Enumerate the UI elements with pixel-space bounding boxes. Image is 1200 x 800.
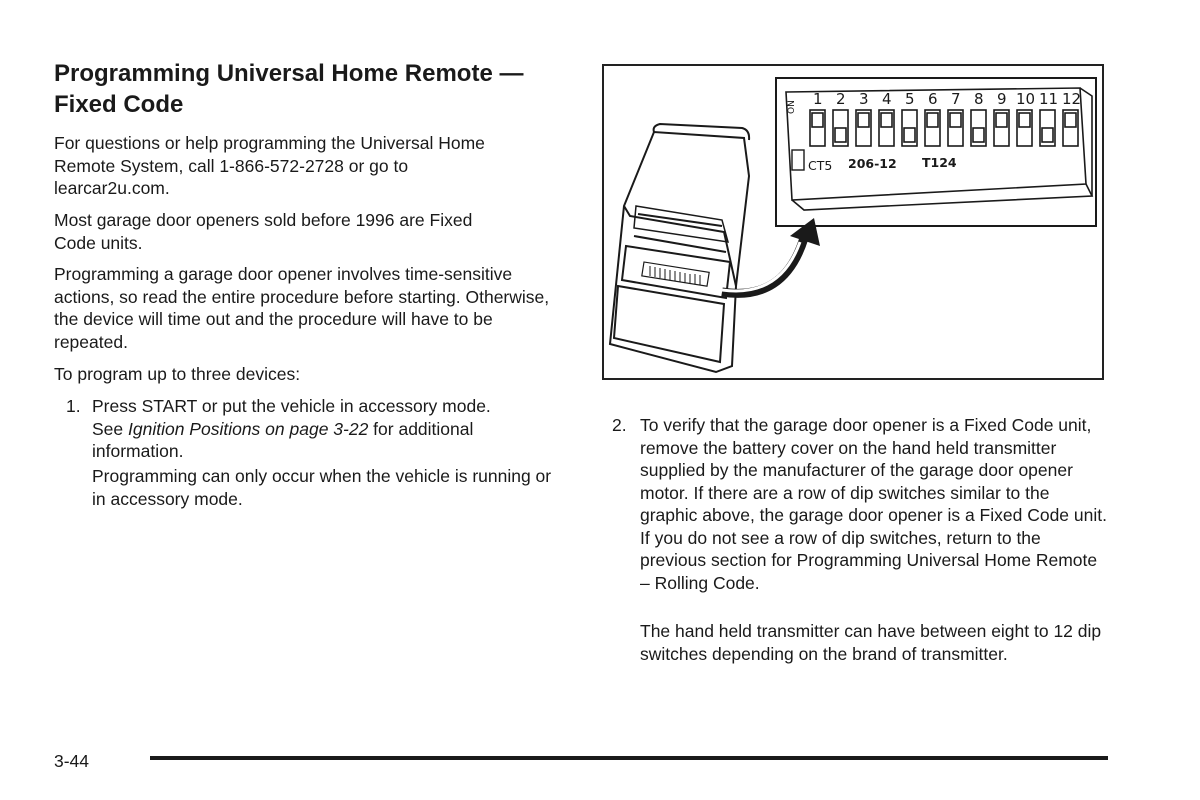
step-1-note: Programming can only occur when the vehicle is running or in accessory mode. xyxy=(92,466,552,509)
page-title: Programming Universal Home Remote — Fixed Code xyxy=(54,60,524,118)
switch-number-2: 2 xyxy=(836,90,846,108)
program-intro: To program up to three devices: xyxy=(54,364,301,384)
switch-number-6: 6 xyxy=(928,90,938,108)
step-1-number: 1. xyxy=(66,396,81,416)
step-1-see-suffix: for additional information. xyxy=(92,418,474,461)
dip-switch-figure xyxy=(602,64,1104,380)
switch-number-7: 7 xyxy=(951,90,961,108)
time-sensitive-paragraph: Programming a garage door opener involves time-sensitive actions, so read the entire procedure before starting. Otherwise, the device will time out and the procedure will have to be repeated. xyxy=(54,264,550,352)
switch-number-12: 12 xyxy=(1062,90,1082,108)
footer-rule xyxy=(150,756,1108,760)
switch-number-3: 3 xyxy=(859,90,869,108)
on-marker: ON xyxy=(787,100,797,114)
switch-number-8: 8 xyxy=(974,90,984,108)
step-1-line: Press START or put the vehicle in accessory mode. xyxy=(92,396,491,416)
switch-number-9: 9 xyxy=(997,90,1007,108)
switch-number-5: 5 xyxy=(905,90,915,108)
page-number: 3-44 xyxy=(54,751,90,771)
label-t124: T124 xyxy=(922,155,957,170)
step-1-text xyxy=(92,395,562,463)
label-ct5: CT5 xyxy=(808,158,833,173)
transmitter-illustration xyxy=(604,66,1106,382)
switch-number-11: 11 xyxy=(1039,90,1059,108)
transmitter-body xyxy=(610,124,749,372)
switch-number-1: 1 xyxy=(813,90,823,108)
step-1-see-prefix: See xyxy=(92,418,128,439)
help-paragraph: For questions or help programming the Universal Home Remote System, call 1-866-572-2728 or go to learcar2u.com. xyxy=(54,133,485,198)
step-2-text: To verify that the garage door opener is a Fixed Code unit, remove the battery cover on the hand held transmitter supplied by the manufacturer of the garage door opener motor. If there are a row of dip switches similar to the graphic above, the garage door opener is a Fixed Code unit. If you do not see a row of dip switches, return to the previous section for Programming Universal Home Remote – Rolling Code. xyxy=(640,415,1107,593)
switch-number-10: 10 xyxy=(1016,90,1036,108)
switch-number-4: 4 xyxy=(882,90,892,108)
fixed-code-paragraph: Most garage door openers sold before 1996 are Fixed Code units. xyxy=(54,210,473,253)
ignition-positions-reference[interactable]: Ignition Positions on page 3-22 xyxy=(128,418,369,439)
step-2-note: The hand held transmitter can have between eight to 12 dip switches depending on the brand of transmitter. xyxy=(640,621,1102,664)
label-code: 206-12 xyxy=(848,156,897,171)
step-2-number: 2. xyxy=(612,415,627,435)
